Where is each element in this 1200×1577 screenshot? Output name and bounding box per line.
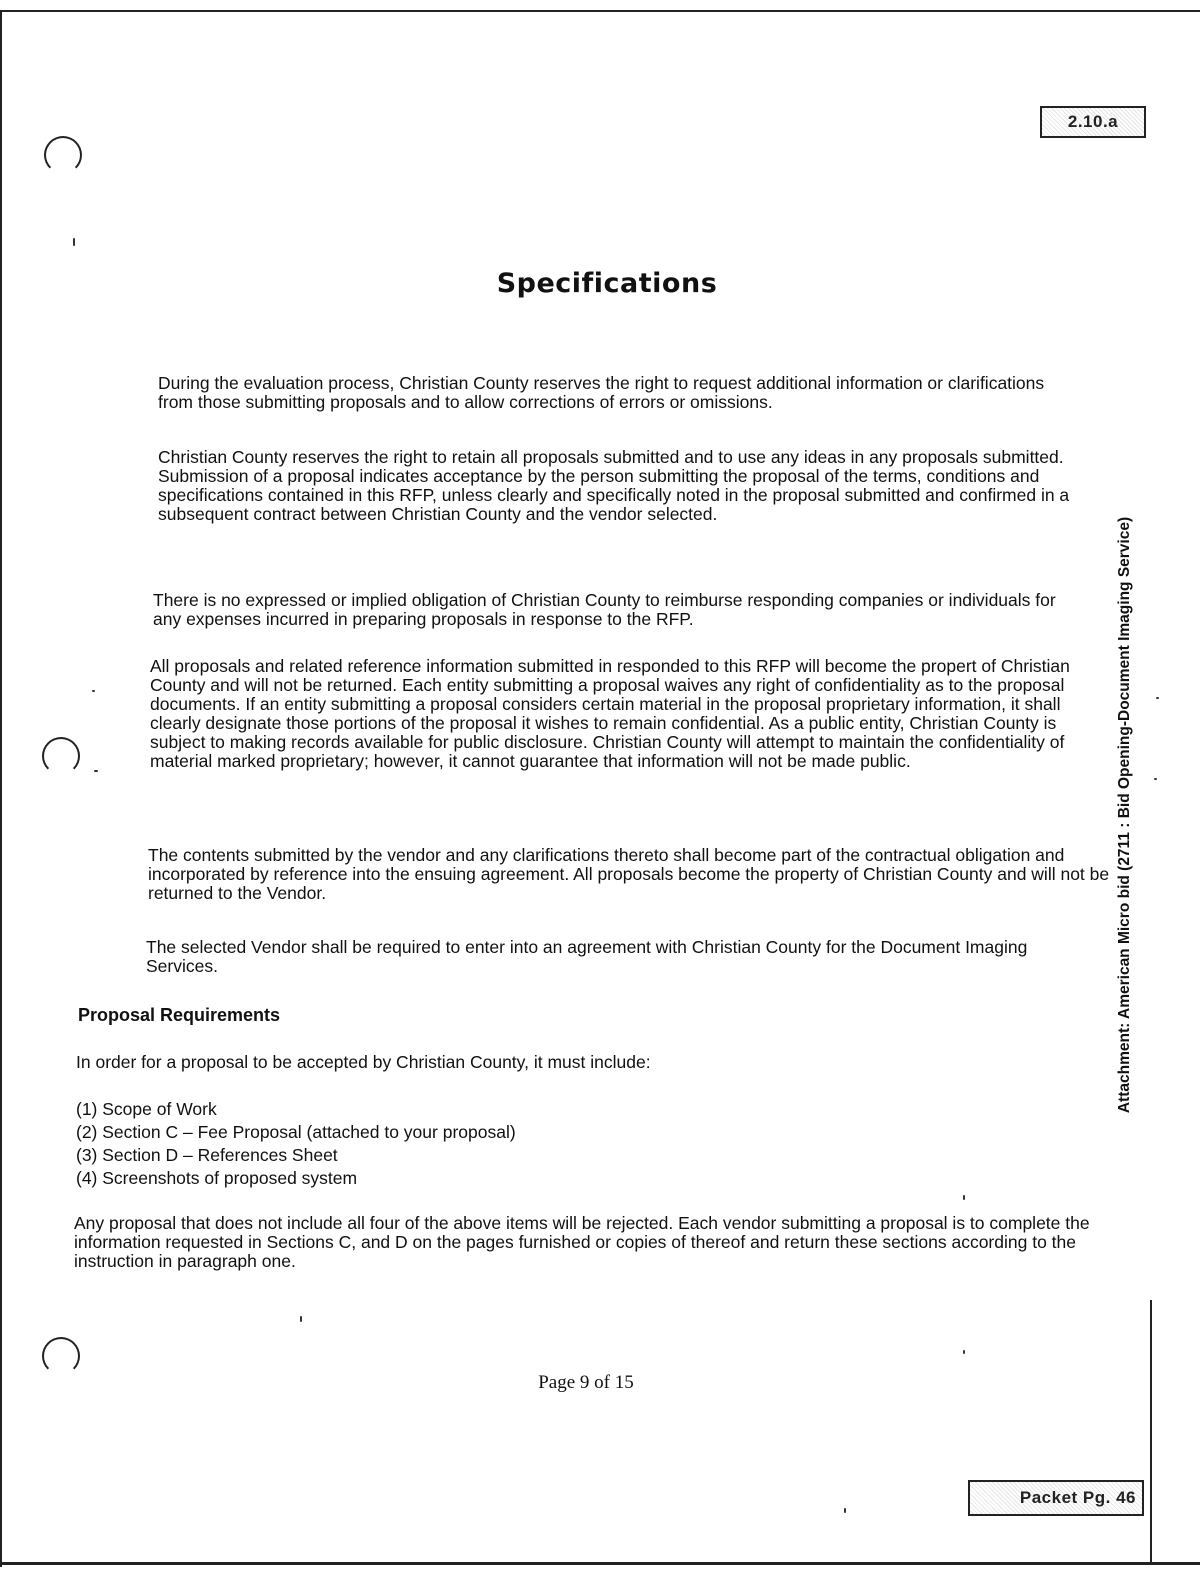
- scan-speck: [73, 238, 75, 246]
- list-item: (3) Section D – References Sheet: [76, 1145, 338, 1165]
- punch-hole-bottom: [42, 1337, 80, 1375]
- scan-border-right: [1150, 1300, 1152, 1565]
- list-item: (1) Scope of Work: [76, 1099, 217, 1119]
- scan-speck: [844, 1508, 846, 1513]
- attachment-label: Attachment: American Micro bid (2711 : Bid Opening-Document Imaging Service): [1116, 516, 1133, 1114]
- requirements-list: [76, 1098, 516, 1190]
- paragraph-retain-proposals: Christian County reserves the right to retain all proposals submitted and to use any ideas in any proposals submitted. Submission of a proposal indicates acceptance by the person submitting the proposal of the terms, conditions and specifications contained in this RFP, unless clearly and specifically noted in the proposal submitted and confirmed in a subsequent contract between Christian County and the vendor selected.: [158, 447, 1070, 524]
- scan-border-top: [0, 10, 1200, 12]
- page-title: Specifications: [496, 268, 718, 299]
- scan-speck: [94, 770, 98, 772]
- item-number-stamp: 2.10.a: [1040, 106, 1146, 138]
- scan-border-left: [0, 10, 2, 1567]
- punch-hole-top: [44, 136, 82, 174]
- scan-speck: [963, 1350, 965, 1354]
- paragraph-evaluation: During the evaluation process, Christian County reserves the right to request additional information or clarifications from those submitting proposals and to allow corrections of errors or omissions.: [158, 373, 1045, 412]
- paragraph-confidentiality: All proposals and related reference information submitted in responded to this RFP will become the propert of Christian County and will not be returned. Each entity submitting a proposal waives any right of confidentiality as to the proposal documents. If an entity submitting a proposal considers certain material in the proposal proprietary information, it shall clearly designate those portions of the proposal it wishes to remain confidential. As a public entity, Christian County is subject to making records available for public disclosure. Christian County will attempt to maintain the confidentiality of material marked proprietary; however, it cannot guarantee that information will not be made public.: [150, 656, 1070, 771]
- punch-hole-middle: [42, 737, 80, 775]
- scan-speck: [92, 690, 95, 692]
- paragraph-agreement: The selected Vendor shall be required to enter into an agreement with Christian County for the Document Imaging Services.: [146, 937, 1028, 976]
- scan-speck: [1156, 697, 1159, 699]
- paragraph-contents: The contents submitted by the vendor and any clarifications thereto shall become part of the contractual obligation and incorporated by reference into the ensuing agreement. All proposals become the property of Christian County and will not be returned to the Vendor.: [148, 845, 1110, 903]
- list-item: (4) Screenshots of proposed system: [76, 1168, 358, 1188]
- scan-border-bottom: [0, 1562, 1200, 1565]
- requirements-closing: Any proposal that does not include all four of the above items will be rejected. Each vendor submitting a proposal is to complete the information requested in Sections C, and D on the pages furnished or copies of thereof and return these sections according to the instruction in paragraph one.: [74, 1213, 1090, 1271]
- scan-speck: [300, 1316, 302, 1322]
- scan-speck: [963, 1195, 965, 1200]
- paragraph-no-obligation: There is no expressed or implied obligation of Christian County to reimburse responding companies or individuals for any expenses incurred in preparing proposals in response to the RFP.: [153, 590, 1056, 629]
- packet-page-stamp: Packet Pg. 46: [968, 1480, 1144, 1516]
- requirements-intro: In order for a proposal to be accepted by Christian County, it must include:: [76, 1052, 651, 1072]
- scan-speck: [1154, 778, 1157, 780]
- list-item: (2) Section C – Fee Proposal (attached to your proposal): [76, 1122, 516, 1142]
- page-number: Page 9 of 15: [538, 1372, 634, 1393]
- section-heading: Proposal Requirements: [78, 1005, 281, 1025]
